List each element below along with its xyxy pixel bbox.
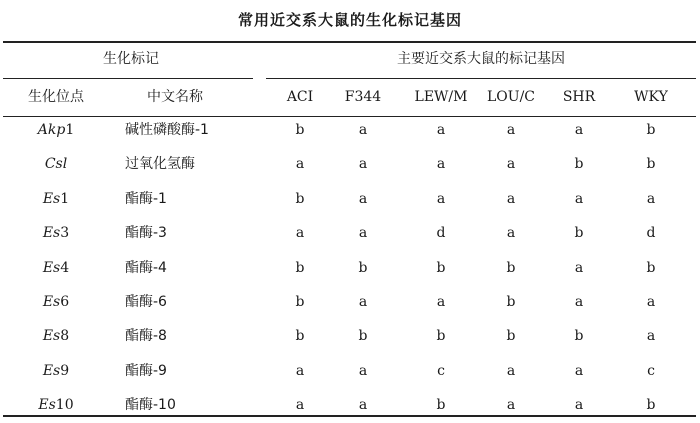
cell-name: 酯酶-4	[125, 260, 167, 276]
cell-allele: a	[358, 294, 368, 310]
column-header-name: 中文名称	[147, 89, 203, 105]
table-title: 常用近交系大鼠的生化标记基因	[237, 11, 462, 29]
cell-allele: a	[295, 225, 305, 241]
cell-name: 过氧化氢酶	[125, 156, 195, 172]
cell-allele: b	[574, 225, 584, 241]
cell-allele: b	[646, 122, 656, 138]
cell-name: 碱性磷酸酶-1	[125, 122, 209, 138]
cell-allele: a	[295, 156, 305, 172]
cell-allele: a	[574, 191, 584, 207]
cell-allele: b	[295, 122, 305, 138]
cell-allele: a	[358, 225, 368, 241]
cell-allele: a	[506, 397, 516, 413]
cell-locus-number: 8	[60, 328, 70, 344]
cell-allele: b	[436, 260, 446, 276]
column-header-strain: WKY	[634, 89, 668, 105]
cell-allele: a	[506, 363, 516, 379]
cell-allele: a	[295, 363, 305, 379]
cell-allele: a	[436, 294, 446, 310]
column-header-strain: LOU/C	[486, 89, 536, 105]
cell-allele: d	[436, 225, 446, 241]
column-header-strain: LEW/M	[414, 89, 468, 105]
cell-allele: b	[358, 328, 368, 344]
cell-locus-symbol: Es	[42, 328, 61, 344]
cell-allele: a	[574, 397, 584, 413]
cell-locus	[43, 327, 69, 345]
cell-allele: a	[646, 294, 656, 310]
cell-allele: b	[506, 260, 516, 276]
cell-allele: a	[574, 260, 584, 276]
cell-allele: c	[647, 363, 655, 379]
cell-allele: b	[295, 294, 305, 310]
cell-locus-symbol: Es	[42, 363, 61, 379]
cell-allele: a	[358, 397, 368, 413]
column-header-strain: SHR	[562, 89, 596, 105]
cell-allele: b	[574, 328, 584, 344]
cell-locus	[43, 224, 69, 242]
cell-locus	[43, 362, 69, 380]
cell-allele: d	[646, 225, 656, 241]
cell-allele: c	[437, 363, 445, 379]
cell-locus-symbol: Es	[42, 294, 61, 310]
cell-allele: b	[646, 397, 656, 413]
group-rule-right	[266, 78, 696, 79]
cell-locus	[43, 259, 69, 277]
cell-allele: b	[574, 156, 584, 172]
cell-allele: a	[506, 156, 516, 172]
column-header-strain: F344	[344, 89, 382, 105]
cell-allele: b	[295, 328, 305, 344]
top-rule	[3, 41, 696, 43]
cell-name: 酯酶-8	[125, 328, 167, 344]
cell-allele: b	[506, 328, 516, 344]
cell-allele: a	[358, 363, 368, 379]
cell-locus-number: 1	[60, 191, 70, 207]
group-header-biochemical-marker: 生化标记	[103, 51, 159, 67]
cell-locus-symbol: Csl	[44, 156, 68, 172]
group-header-strain-markers: 主要近交系大鼠的标记基因	[397, 51, 565, 67]
column-header-strain: ACI	[286, 89, 314, 105]
cell-locus-symbol: Es	[42, 225, 61, 241]
cell-name: 酯酶-6	[125, 294, 167, 310]
cell-allele: a	[574, 363, 584, 379]
cell-locus-number: 10	[55, 397, 74, 413]
cell-locus-number: 3	[60, 225, 70, 241]
cell-name: 酯酶-9	[125, 363, 167, 379]
cell-locus-number: 6	[60, 294, 70, 310]
cell-name: 酯酶-3	[125, 225, 167, 241]
header-rule	[3, 116, 696, 117]
cell-name: 酯酶-10	[125, 397, 176, 413]
cell-locus-symbol: Es	[38, 397, 56, 413]
cell-locus	[43, 293, 69, 311]
column-header-locus: 生化位点	[28, 89, 84, 105]
cell-allele: b	[436, 328, 446, 344]
cell-locus-number: 9	[60, 363, 70, 379]
cell-allele: b	[295, 260, 305, 276]
cell-allele: a	[358, 122, 368, 138]
cell-locus-symbol: Es	[42, 260, 61, 276]
cell-allele: b	[506, 294, 516, 310]
cell-allele: a	[506, 191, 516, 207]
cell-locus	[38, 121, 74, 139]
cell-allele: a	[358, 156, 368, 172]
cell-locus	[38, 396, 73, 414]
cell-allele: b	[295, 191, 305, 207]
cell-allele: a	[295, 397, 305, 413]
cell-locus-symbol: Es	[42, 191, 61, 207]
cell-allele: a	[506, 122, 516, 138]
cell-locus-number: 1	[65, 122, 75, 138]
cell-allele: a	[506, 225, 516, 241]
cell-allele: a	[436, 191, 446, 207]
bottom-rule	[3, 415, 696, 417]
cell-allele: b	[358, 260, 368, 276]
cell-allele: a	[646, 328, 656, 344]
group-rule-left	[3, 78, 253, 79]
cell-locus-number: 4	[60, 260, 70, 276]
cell-allele: a	[574, 294, 584, 310]
cell-allele: a	[358, 191, 368, 207]
cell-allele: a	[436, 156, 446, 172]
cell-allele: b	[646, 156, 656, 172]
cell-allele: a	[646, 191, 656, 207]
cell-locus-symbol: Akp	[37, 122, 66, 138]
cell-locus	[43, 190, 69, 208]
cell-allele: b	[646, 260, 656, 276]
cell-locus	[45, 155, 67, 173]
cell-allele: a	[574, 122, 584, 138]
cell-allele: b	[436, 397, 446, 413]
cell-allele: a	[436, 122, 446, 138]
cell-name: 酯酶-1	[125, 191, 167, 207]
